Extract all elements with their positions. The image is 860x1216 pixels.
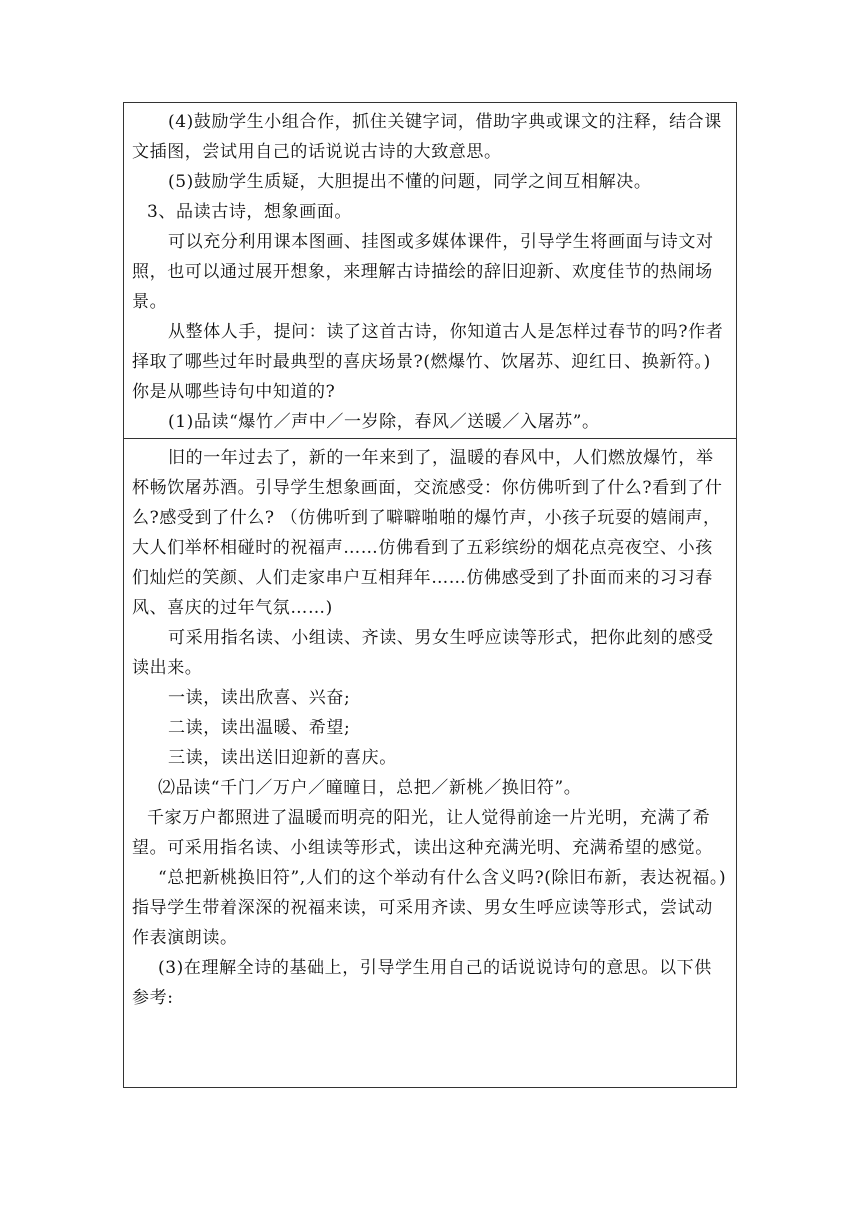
section-heading: 3、品读古诗，想象画面。: [147, 202, 353, 222]
lesson-plan-table: [123, 102, 737, 1088]
paragraph: ⑵品读“千门／万户／曈曈日，总把／新桃／换旧符”。: [158, 778, 582, 798]
paragraph: 二读，读出温暖、希望;: [168, 718, 351, 738]
paragraph: (1)品读“爆竹／声中／一岁除，春风／送暖／入屠苏”。: [168, 412, 600, 432]
paragraph: 千家万户都照进了温暖而明亮的阳光，让人觉得前途一片光明，充满了希望。可采用指名读、小组读等形式，读出这种充满光明、充满希望的感觉。: [132, 808, 713, 858]
paragraph: (5)鼓励学生质疑，大胆提出不懂的问题，同学之间互相解决。: [168, 172, 652, 192]
table-cell-1: [124, 103, 736, 439]
table-cell-2: [124, 439, 736, 1087]
paragraph: 从整体人手，提问：读了这首古诗，你知道古人是怎样过春节的吗?作者择取了哪些过年时最典型的喜庆场景?(燃爆竹、饮屠苏、迎红日、换新符。)你是从哪些诗句中知道的?: [132, 322, 724, 402]
paragraph: 可以充分利用课本图画、挂图或多媒体课件，引导学生将画面与诗文对照，也可以通过展开想象，来理解古诗描绘的辞旧迎新、欢度佳节的热闹场景。: [132, 232, 714, 312]
paragraph: 可采用指名读、小组读、齐读、男女生呼应读等形式，把你此刻的感受读出来。: [132, 628, 714, 678]
paragraph: 旧的一年过去了，新的一年来到了，温暖的春风中，人们燃放爆竹，举杯畅饮屠苏酒。引导学生想象画面，交流感受：你仿佛听到了什么?看到了什么?感受到了什么? （仿佛听到了噼噼啪啪的爆竹声，小孩子玩耍的嬉闹声，大人们举杯相碰时的祝福声……仿佛看到了五彩缤纷的烟花点亮夜空、小孩们灿烂的笑颜、人们走家串户互相拜年……仿佛感受到了扑面而来的习习春风、喜庆的过年气氛……): [132, 448, 723, 618]
paragraph: “总把新桃换旧符”,人们的这个举动有什么含义吗?(除旧布新，表达祝福。)指导学生带着深深的祝福来读，可采用齐读、男女生呼应读等形式，尝试动作表演朗读。: [132, 868, 727, 948]
paragraph: 一读，读出欣喜、兴奋;: [168, 688, 351, 708]
paragraph: 三读，读出送旧迎新的喜庆。: [168, 748, 397, 768]
paragraph: (3)在理解全诗的基础上，引导学生用自己的话说说诗句的意思。以下供参考:: [132, 958, 712, 1008]
paragraph: (4)鼓励学生小组合作，抓住关键字词，借助字典或课文的注释，结合课文插图，尝试用自己的话说说古诗的大致意思。: [132, 112, 722, 162]
